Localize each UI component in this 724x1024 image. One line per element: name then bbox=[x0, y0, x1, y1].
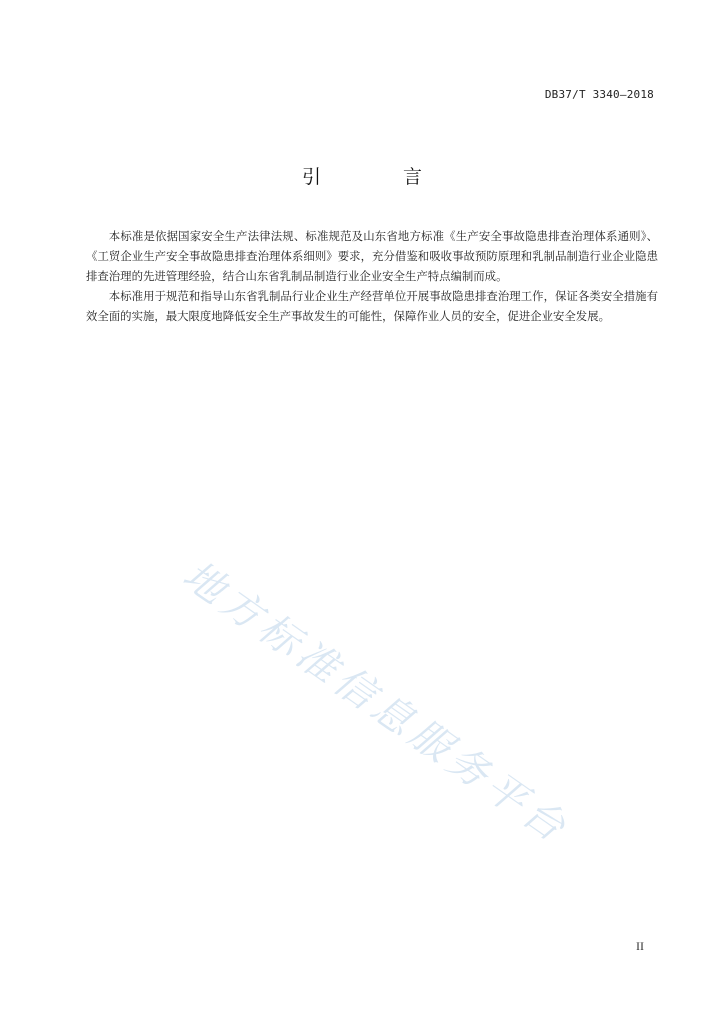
body-text bbox=[86, 226, 658, 326]
paragraph: 本标准用于规范和指导山东省乳制品行业企业生产经营单位开展事故隐患排查治理工作，保证各类安全措施有效全面的实施，最大限度地降低安全生产事故发生的可能性，保障作业人员的安全，促进企业安全发展。 bbox=[86, 289, 658, 323]
watermark: 地方标准信息服务平台 bbox=[174, 552, 578, 854]
paragraph: 本标准是依据国家安全生产法律法规、标准规范及山东省地方标准《生产安全事故隐患排查治理体系通则》、《工贸企业生产安全事故隐患排查治理体系细则》要求，充分借鉴和吸收事故预防原理和乳制品制造行业企业隐患排查治理的先进管理经验，结合山东省乳制品制造行业企业安全生产特点编制而成。 bbox=[86, 229, 658, 283]
page-title: 引 言 bbox=[301, 166, 461, 188]
page-number: II bbox=[636, 939, 644, 953]
document-code: DB37/T 3340—2018 bbox=[544, 88, 654, 101]
